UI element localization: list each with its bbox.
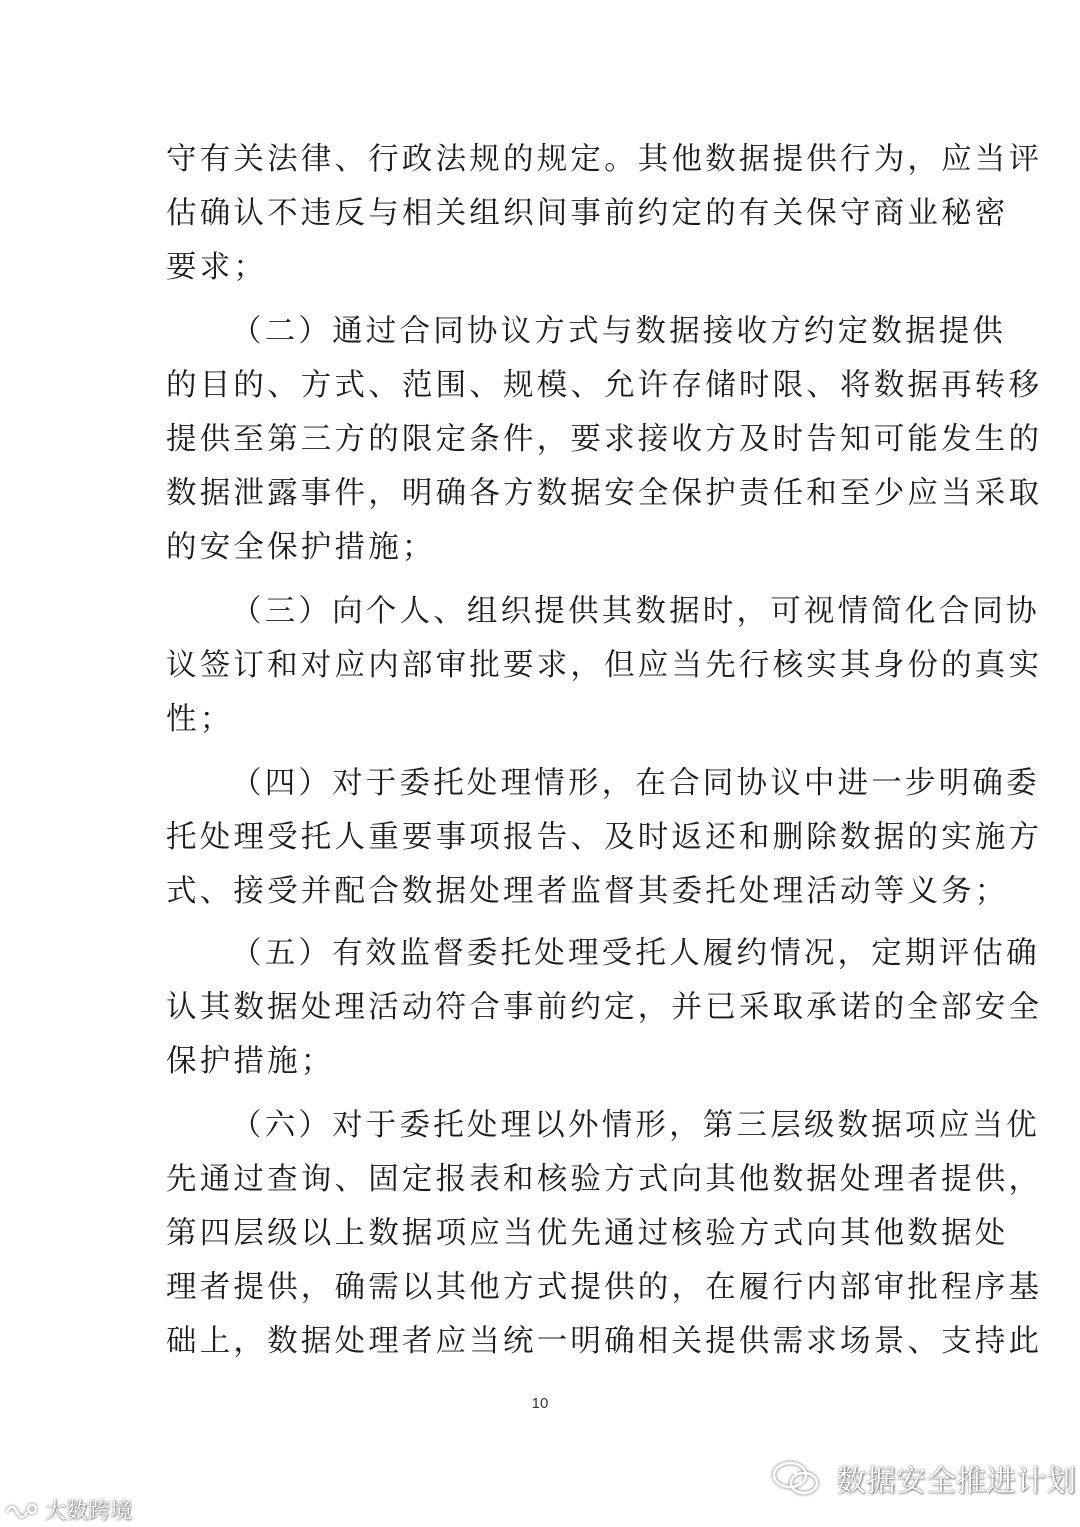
text-line-18: （六）对于委托处理以外情形，第三层级数据项应当优 [231, 1108, 1040, 1143]
text-line-20: 第四层级以上数据项应当优先通过核验方式向其他数据处 [166, 1216, 1009, 1251]
watermark-brand-name: 大数跨境 [44, 1498, 133, 1524]
text-line-21: 理者提供，确需以其他方式提供的，在履行内部审批程序基 [166, 1270, 1043, 1305]
text-line-10: 议签订和对应内部审批要求，但应当先行核实其身份的真实 [166, 648, 1043, 683]
text-line-17: 保护措施； [166, 1044, 335, 1079]
text-line-13: 托处理受托人重要事项报告、及时返还和删除数据的实施方 [166, 820, 1043, 855]
page-number: 10 [531, 1395, 549, 1412]
wechat-icon [768, 1458, 824, 1498]
logo-icon [4, 1498, 38, 1520]
text-line-14: 式、接受并配合数据处理者监督其委托处理活动等义务； [166, 874, 1009, 909]
text-line-8: 的安全保护措施； [166, 530, 436, 565]
text-line-11: 性； [166, 702, 234, 737]
text-line-4: （二）通过合同协议方式与数据接收方约定数据提供 [231, 314, 1007, 349]
text-line-15: （五）有效监督委托处理受托人履约情况，定期评估确 [231, 936, 1040, 971]
text-line-19: 先通过查询、固定报表和核验方式向其他数据处理者提供， [166, 1162, 1043, 1197]
text-line-12: （四）对于委托处理情形，在合同协议中进一步明确委 [231, 766, 1040, 801]
watermark-brand [4, 1494, 132, 1524]
text-line-16: 认其数据处理活动符合事前约定，并已采取承诺的全部安全 [166, 990, 1043, 1025]
watermark-account-name: 数据安全推进计划 [836, 1464, 1076, 1499]
text-line-3: 要求； [166, 250, 268, 285]
text-line-7: 数据泄露事件，明确各方数据安全保护责任和至少应当采取 [166, 476, 1043, 511]
text-line-9: （三）向个人、组织提供其数据时，可视情简化合同协 [231, 594, 1040, 629]
text-line-2: 估确认不违反与相关组织间事前约定的有关保守商业秘密 [166, 196, 1009, 231]
text-line-6: 提供至第三方的限定条件，要求接收方及时告知可能发生的 [166, 422, 1043, 457]
text-line-5: 的目的、方式、范围、规模、允许存储时限、将数据再转移 [166, 368, 1043, 403]
text-line-1: 守有关法律、行政法规的规定。其他数据提供行为，应当评 [166, 142, 1043, 177]
watermark-account [768, 1456, 1076, 1500]
text-line-22: 础上，数据处理者应当统一明确相关提供需求场景、支持此 [166, 1324, 1043, 1359]
